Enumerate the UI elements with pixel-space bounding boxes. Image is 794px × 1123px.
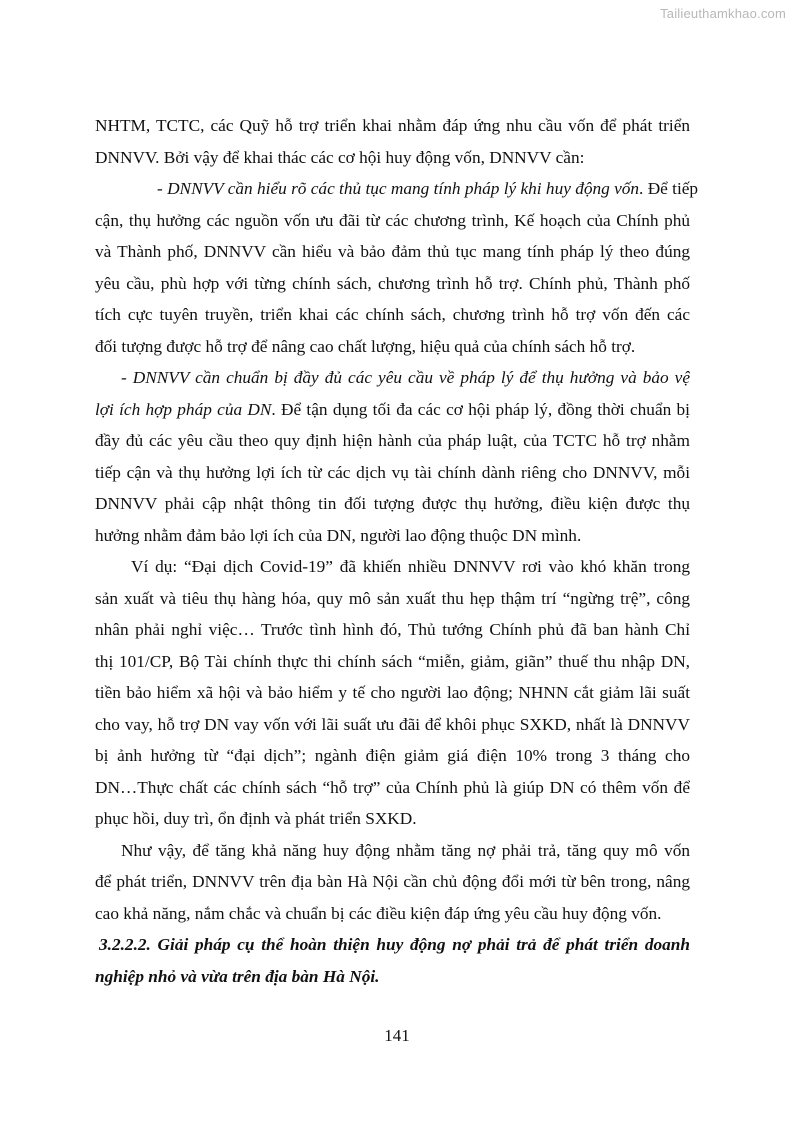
text-line: Ví dụ: “Đại dịch Covid-19” đã khiến nhiều DNNVV rơi vào khó khăn trong [131,557,690,576]
text-line: cao khả năng, nắm chắc và chuẩn bị các điều kiện đáp ứng yêu cầu huy động vốn. [95,903,662,923]
text-line: đầy đủ các yêu cầu theo quy định hiện hành của pháp luật, của TCTC hỗ trợ nhằm [95,431,690,450]
page-number: 141 [384,1026,410,1045]
text-line: DNNVV. Bởi vậy để khai thác các cơ hội huy động vốn, DNNVV cần: [95,147,585,167]
italic-lead-text: - DNNVV cần hiểu rõ các thủ tục mang tính pháp lý khi huy động vốn [157,179,640,198]
text-line: và Thành phố, DNNVV cần hiểu và bảo đảm thủ tục mang tính pháp lý theo đúng [95,242,690,261]
paragraph-1 [95,110,690,173]
text-line: thị 101/CP, Bộ Tài chính thực thi chính sách “miễn, giảm, giãn” thuế thu nhập DN, [95,651,690,671]
text-line [95,394,690,426]
text-line: nhân phải nghỉ việc… Trước tình hình đó, Thủ tướng Chính phủ đã ban hành Chỉ [95,620,690,639]
text-line: cho vay, hỗ trợ DN vay vốn với lãi suất ưu đãi để khôi phục SXKD, nhất là DNNVV [95,714,690,734]
text-line: sản xuất và tiêu thụ hàng hóa, quy mô sản xuất thu hẹp thậm trí “ngừng trệ”, công [95,588,690,608]
text-fragment: . Để tiếp [639,179,699,198]
text-line: - DNNVV cần chuẩn bị đầy đủ các yêu cầu về pháp lý để thụ hưởng và bảo vệ [121,368,690,387]
text-fragment: . Để tận dụng tối đa các cơ hội pháp lý, đồng thời chuẩn bị [271,399,690,419]
text-line: Như vậy, để tăng khả năng huy động nhằm tăng nợ phải trả, tăng quy mô vốn [121,840,690,860]
text-line: tích cực tuyên truyền, triển khai các chính sách, chương trình hỗ trợ vốn đến các [95,305,690,324]
text-line: cận, thụ hưởng các nguồn vốn ưu đãi từ các chương trình, Kế hoạch của Chính phủ [95,210,690,230]
paragraph-4 [95,551,690,835]
italic-lead-text: lợi ích hợp pháp của DN [95,399,272,419]
text-line [95,173,699,205]
heading-line: nghiệp nhỏ và vừa trên địa bàn Hà Nội. [95,966,380,986]
document-body [95,110,699,992]
text-line: tiếp cận và thụ hưởng lợi ích từ các dịch vụ tài chính dành riêng cho DNNVV, mỗi [95,462,690,482]
paragraph-5 [95,835,690,930]
text-line: DN…Thực chất các chính sách “hỗ trợ” của Chính phủ là giúp DN có thêm vốn để [95,777,690,797]
heading-line: 3.2.2.2. Giải pháp cụ thể hoàn thiện huy động nợ phải trả để phát triển doanh [99,935,690,954]
text-line: NHTM, TCTC, các Quỹ hỗ trợ triển khai nhằm đáp ứng nhu cầu vốn để phát triển [95,116,690,135]
text-line: DNNVV phải cập nhật thông tin đối tượng được thụ hưởng, điều kiện được thụ [95,494,690,513]
text-line: yêu cầu, phù hợp với từng chính sách, chương trình hỗ trợ. Chính phủ, Thành phố [95,273,690,293]
text-line: tiền bảo hiểm xã hội và bảo hiểm y tế cho người lao động; NHNN cắt giảm lãi suất [95,683,690,702]
text-line: phục hồi, duy trì, ổn định và phát triển SXKD. [95,809,417,828]
section-heading [95,929,690,992]
text-line: đối tượng được hỗ trợ để nâng cao chất lượng, hiệu quả của chính sách hỗ trợ. [95,336,636,356]
text-line: bị ảnh hưởng từ “đại dịch”; ngành điện giảm giá điện 10% trong 3 tháng cho [95,746,690,765]
watermark-text: Tailieuthamkhao.com [660,6,786,21]
paragraph-2 [95,173,699,362]
text-line: để phát triển, DNNVV trên địa bàn Hà Nội cần chủ động đổi mới từ bên trong, nâng [95,872,690,891]
paragraph-3 [95,362,690,551]
text-line: hưởng nhằm đảm bảo lợi ích của DN, người lao động thuộc DN mình. [95,525,582,545]
